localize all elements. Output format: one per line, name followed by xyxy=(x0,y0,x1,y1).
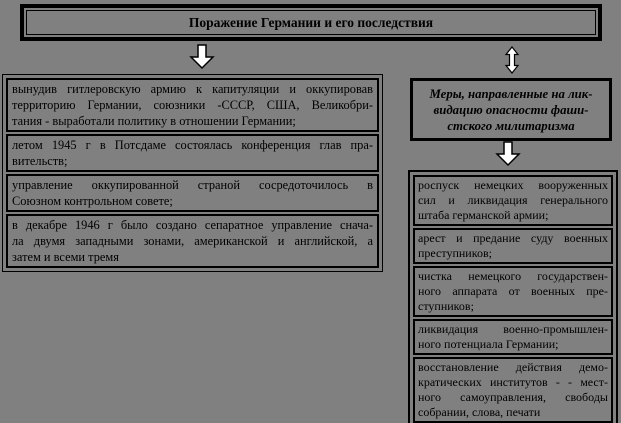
down-arrow-icon xyxy=(494,141,522,167)
diagram-title: Поражение Германии и его последствия xyxy=(188,14,434,30)
title-inner-frame xyxy=(26,10,596,35)
right-panel xyxy=(408,170,618,423)
right-heading-text: Меры, направленные на лик- видацию опасности фаши- стского милитаризма xyxy=(429,86,593,133)
left-panel-item-4: в декабре 1946 г было создано сепаратное управление снача- ла двумя западными зонами, американской и английской, а затем и всеми тремя xyxy=(6,214,379,268)
right-panel-item-5: восстановление действия демо- кратических институтов - - мест- ного самоуправления, свободы собрании, слова, печати xyxy=(413,357,613,423)
right-panel-item-2: арест и предание суду военных преступников; xyxy=(413,228,613,264)
left-panel-item-3: управление оккупированной страной сосредоточилось в Союзном контрольном совете; xyxy=(6,174,379,212)
right-panel-item-3: чистка немецкого государствен- ного аппарата от военных пре- ступников; xyxy=(413,266,613,317)
right-heading-box xyxy=(410,78,612,141)
title-box xyxy=(20,4,602,41)
left-panel-item-2: летом 1945 г в Потсдаме состоялась конференция глав пра- вительств; xyxy=(6,134,379,172)
down-arrow-icon xyxy=(188,44,216,70)
up-down-arrow-icon xyxy=(504,46,520,74)
right-panel-item-4: ликвидация военно-промышлен- ного потенциала Германии; xyxy=(413,319,613,355)
left-panel-item-1: вынудив гитлеровскую армию к капитуляции и оккупировав территорию Германии, союзники -СССР, США, Великобри- тания - выработали политику в отношении Германии; xyxy=(6,78,379,132)
left-panel xyxy=(2,74,383,272)
right-panel-item-1: роспуск немецких вооруженных сил и ликвидация генерального штаба германской армии; xyxy=(413,175,613,226)
